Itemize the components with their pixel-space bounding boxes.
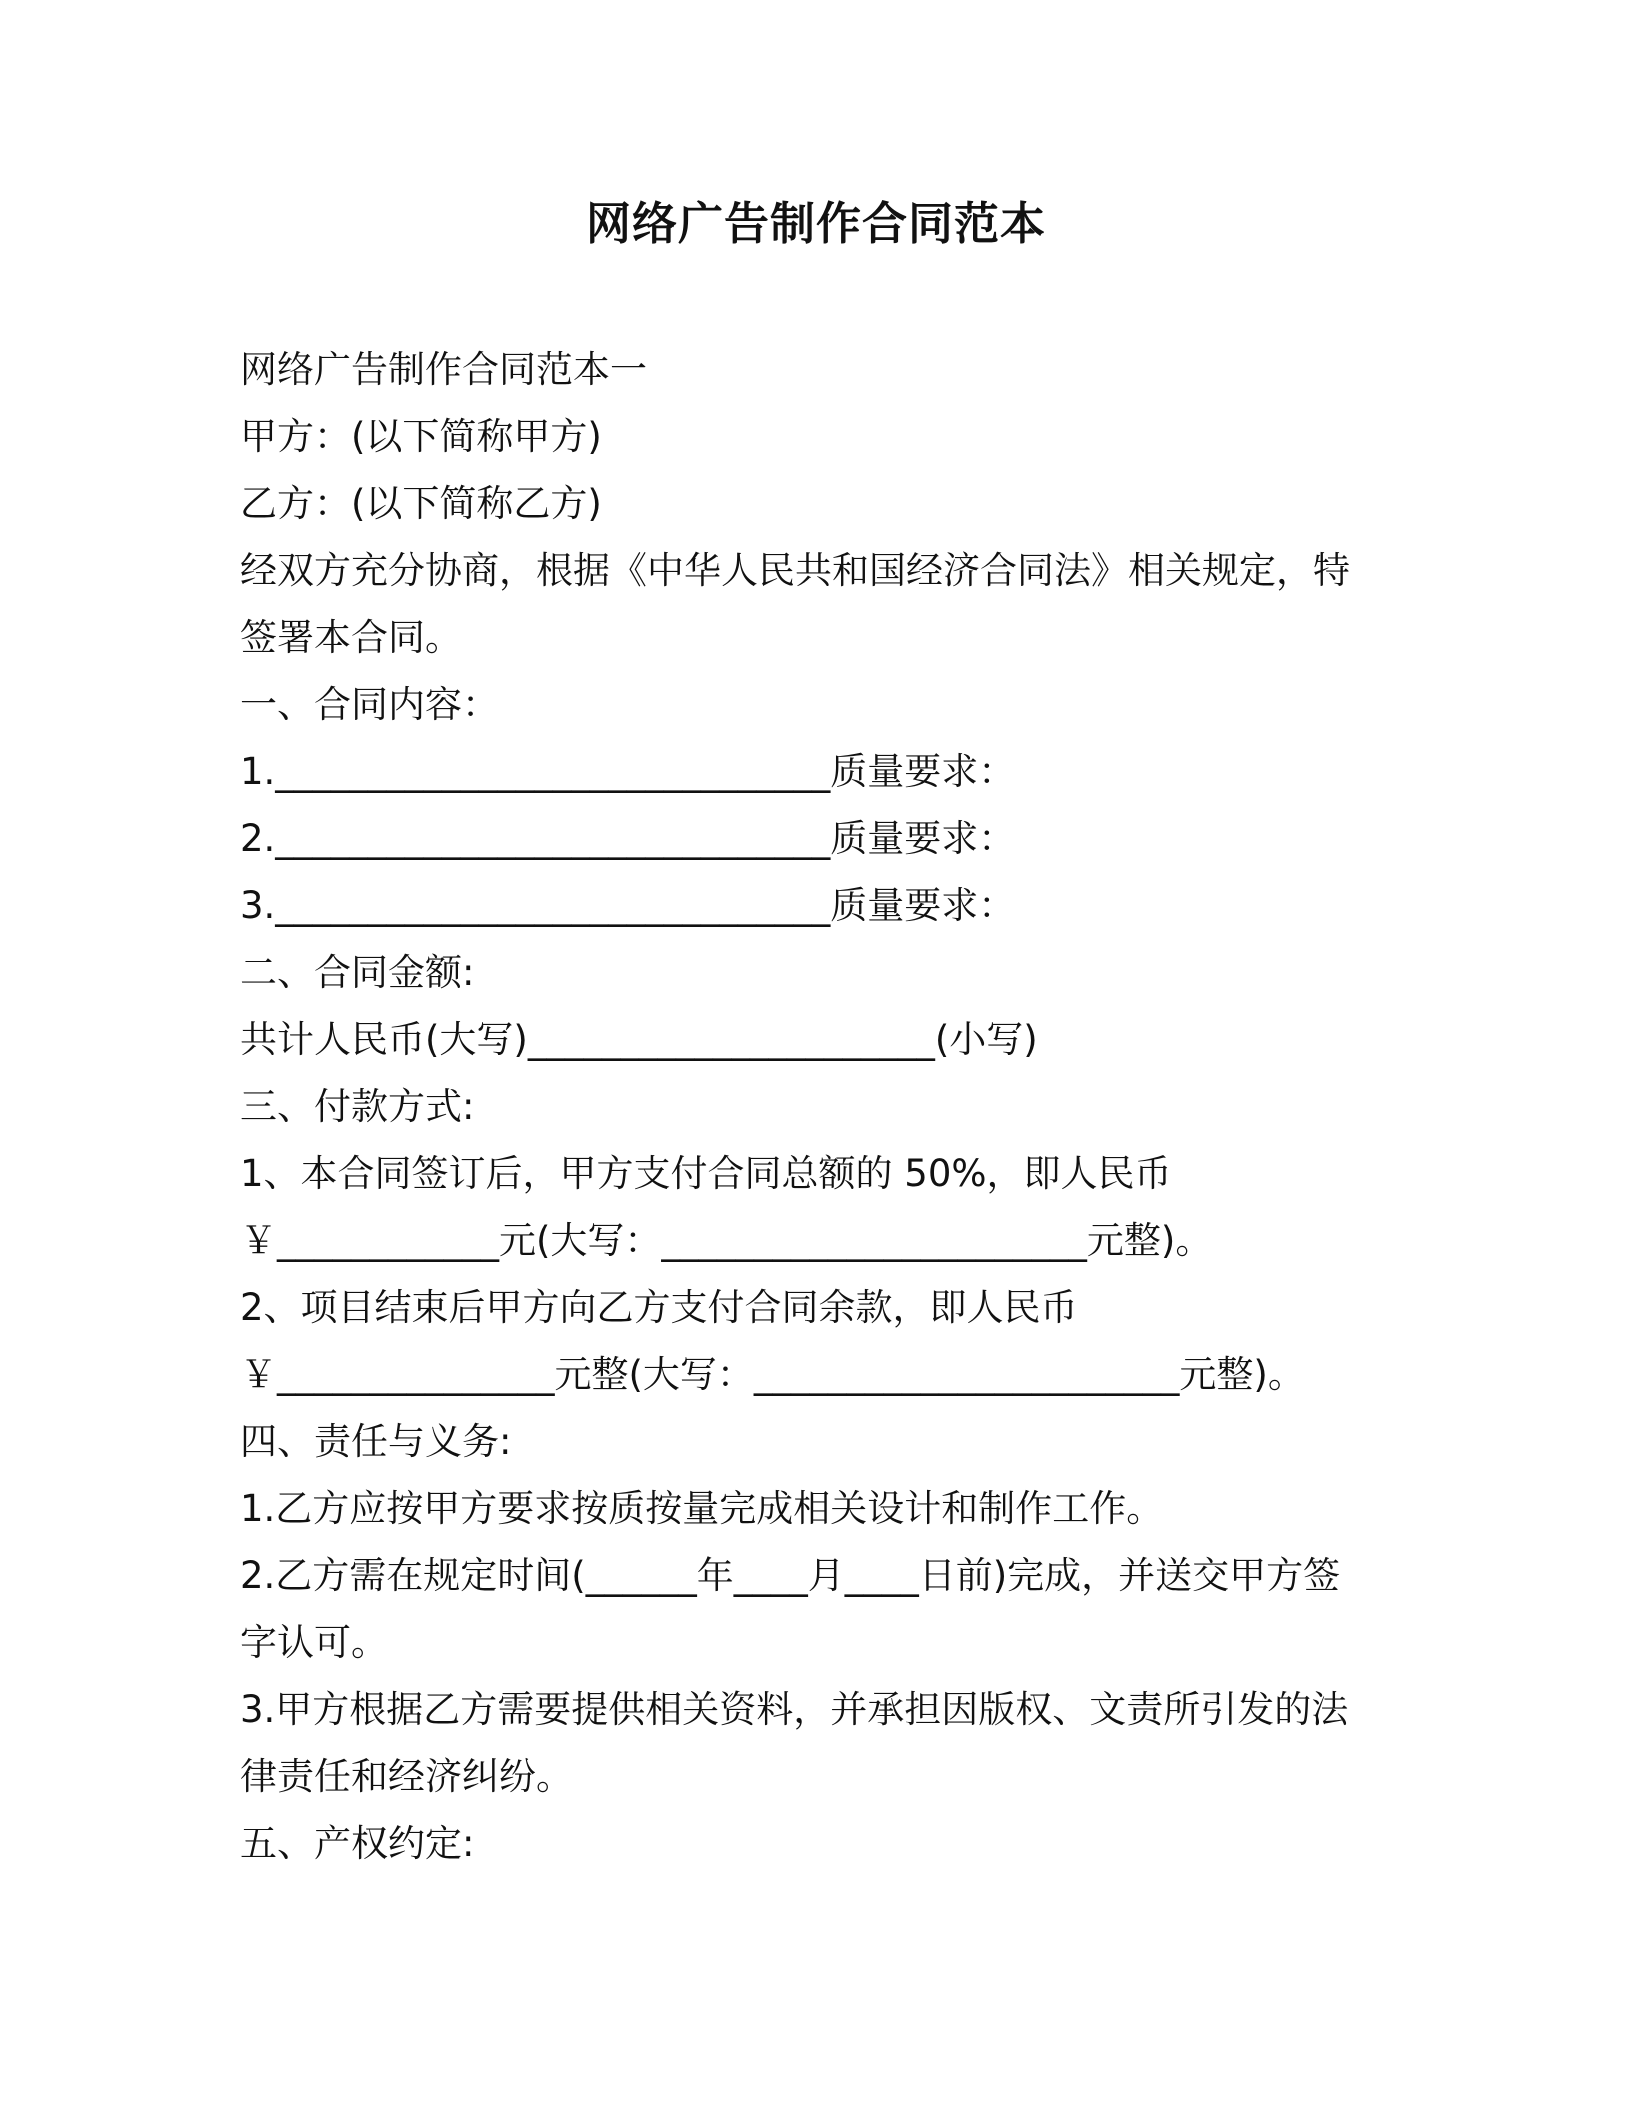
payment-line: 1、本合同签订后，甲方支付合同总额的 50%，即人民币: [240, 1152, 1172, 1195]
section-heading: 四、责任与义务:: [240, 1420, 512, 1463]
content-item-line: 2.______________________________质量要求：: [240, 817, 1016, 860]
duty-line: 字认可。: [240, 1621, 388, 1664]
duty-line: 2.乙方需在规定时间(______年____月____日前)完成，并送交甲方签: [240, 1554, 1341, 1597]
party-a-line: 甲方：(以下简称甲方): [240, 415, 602, 458]
document-body: [240, 336, 1420, 1877]
section-heading: 五、产权约定:: [240, 1822, 475, 1865]
preamble-line: 签署本合同。: [240, 616, 462, 659]
content-item-line: 3.______________________________质量要求：: [240, 884, 1016, 927]
payment-line: ￥_______________元整(大写：_______________________元整)。: [240, 1353, 1305, 1396]
duty-line: 1.乙方应按甲方要求按质按量完成相关设计和制作工作。: [240, 1487, 1164, 1530]
section-heading: 三、付款方式:: [240, 1085, 475, 1128]
subtitle-line: 网络广告制作合同范本一: [240, 348, 647, 391]
section-heading: 二、合同金额:: [240, 951, 475, 994]
amount-line: 共计人民币(大写)______________________(小写): [240, 1018, 1038, 1061]
preamble-line: 经双方充分协商，根据《中华人民共和国经济合同法》相关规定，特: [240, 549, 1350, 592]
duty-line: 3.甲方根据乙方需要提供相关资料，并承担因版权、文责所引发的法: [240, 1688, 1349, 1731]
document-title: 网络广告制作合同范本: [585, 197, 1046, 250]
duty-line: 律责任和经济纠纷。: [240, 1755, 573, 1798]
party-b-line: 乙方：(以下简称乙方): [240, 482, 602, 525]
payment-line: ￥____________元(大写：_______________________元整)。: [240, 1219, 1213, 1262]
payment-line: 2、项目结束后甲方向乙方支付合同余款，即人民币: [240, 1286, 1078, 1329]
section-heading: 一、合同内容：: [240, 683, 499, 726]
content-item-line: 1.______________________________质量要求：: [240, 750, 1016, 793]
